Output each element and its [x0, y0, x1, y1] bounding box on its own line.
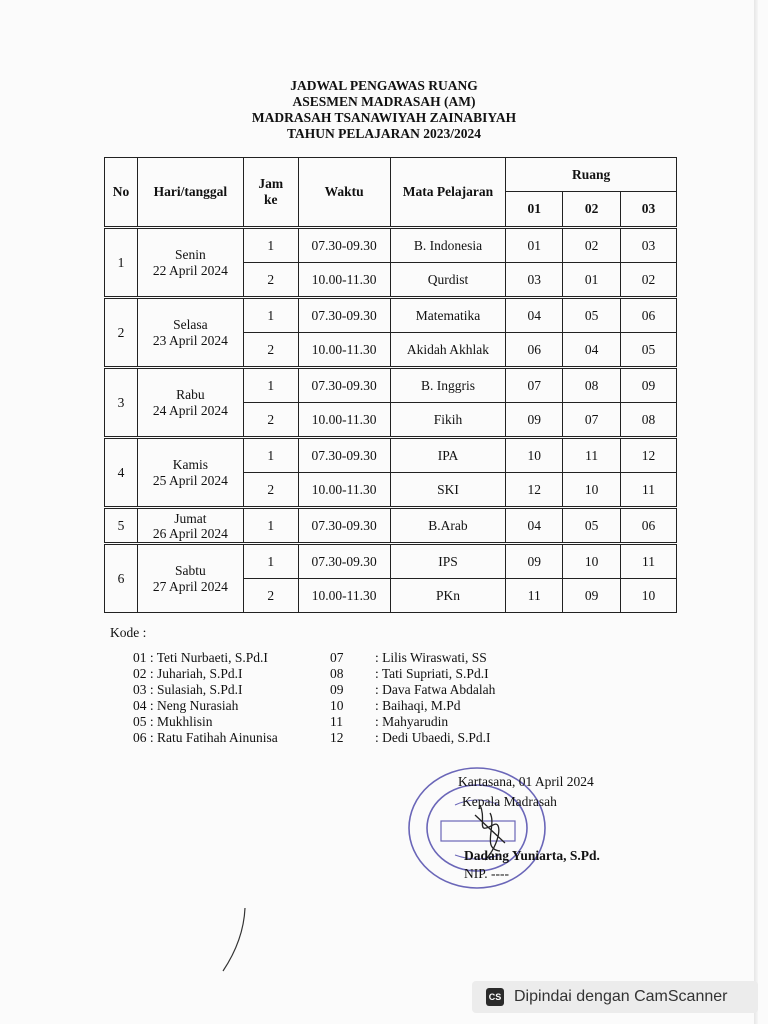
jam-ke: 1: [243, 544, 298, 579]
col-header-jam-line2: ke: [264, 192, 278, 207]
ruang-01: 09: [506, 544, 563, 579]
day-date: [137, 228, 243, 298]
table-row: [105, 228, 677, 263]
legend-code: 09: [330, 682, 344, 697]
header-year: TAHUN PELAJARAN 2023/2024: [286, 126, 481, 141]
mata-pelajaran: IPA: [390, 438, 506, 473]
col-header-no: No: [105, 158, 138, 228]
ruang-02: 07: [563, 403, 621, 438]
waktu: 07.30-09.30: [298, 228, 390, 263]
jam-ke: 2: [243, 579, 298, 613]
table-row: [105, 298, 677, 333]
day-name: Selasa: [173, 316, 208, 332]
legend-name: : Juhariah, S.Pd.I: [149, 666, 243, 681]
schedule-table: [104, 157, 677, 613]
jam-ke: 2: [243, 473, 298, 508]
day-tanggal: 24 April 2024: [152, 402, 228, 418]
ruang-01: 06: [506, 333, 563, 368]
jam-ke: 1: [243, 368, 298, 403]
signature-place-date: Kartasana, 01 April 2024: [458, 774, 594, 789]
legend-name: : Tati Supriati, S.Pd.I: [375, 666, 489, 681]
ruang-02: 10: [563, 544, 621, 579]
signature-name: Dadang Yuniarta, S.Pd.: [464, 848, 600, 863]
ruang-02: 05: [563, 508, 621, 544]
legend-entry-left: [133, 682, 243, 698]
legend-name: : Neng Nurasiah: [149, 698, 239, 713]
legend-name: : Mukhlisin: [149, 714, 213, 729]
mata-pelajaran: B. Inggris: [390, 368, 506, 403]
document-header: [0, 78, 768, 142]
signature-block: [458, 772, 600, 881]
jam-ke: 1: [243, 228, 298, 263]
header-title: JADWAL PENGAWAS RUANG: [290, 78, 478, 93]
legend-name: : Baihaqi, M.Pd: [375, 698, 461, 713]
col-header-ruang-03: 03: [621, 192, 677, 228]
waktu: 07.30-09.30: [298, 298, 390, 333]
camscanner-text: Dipindai dengan CamScanner: [514, 988, 728, 1005]
ruang-03: 12: [621, 438, 677, 473]
col-header-ruang-02: 02: [563, 192, 621, 228]
waktu: 10.00-11.30: [298, 473, 390, 508]
jam-ke: 1: [243, 438, 298, 473]
ruang-03: 10: [621, 579, 677, 613]
mata-pelajaran: Akidah Akhlak: [390, 333, 506, 368]
legend-name: : Sulasiah, S.Pd.I: [149, 682, 243, 697]
ruang-03: 06: [621, 298, 677, 333]
waktu: 07.30-09.30: [298, 544, 390, 579]
day-no: 6: [105, 544, 138, 613]
day-tanggal: 25 April 2024: [152, 472, 228, 488]
legend-name: : Mahyarudin: [375, 714, 449, 729]
mata-pelajaran: Matematika: [390, 298, 506, 333]
legend-code: 12: [330, 730, 344, 745]
ruang-02: 02: [563, 228, 621, 263]
legend-entry-left: [133, 714, 213, 730]
col-header-waktu: Waktu: [298, 158, 390, 228]
mata-pelajaran: B. Indonesia: [390, 228, 506, 263]
ruang-03: 05: [621, 333, 677, 368]
ruang-03: 09: [621, 368, 677, 403]
table-row: [105, 368, 677, 403]
ruang-02: 11: [563, 438, 621, 473]
legend-code: 04: [133, 698, 147, 713]
col-header-ruang: Ruang: [506, 158, 677, 192]
jam-ke: 2: [243, 263, 298, 298]
ruang-02: 01: [563, 263, 621, 298]
ruang-03: 11: [621, 473, 677, 508]
day-date: [137, 368, 243, 438]
ruang-02: 08: [563, 368, 621, 403]
day-no: 4: [105, 438, 138, 508]
ruang-03: 08: [621, 403, 677, 438]
legend-name: : Dava Fatwa Abdalah: [375, 682, 496, 697]
table-row: [105, 438, 677, 473]
legend-entry-left: [133, 730, 278, 746]
waktu: 10.00-11.30: [298, 403, 390, 438]
day-name: Senin: [175, 246, 206, 262]
legend-entry-left: [133, 698, 238, 714]
legend-name: : Dedi Ubaedi, S.Pd.I: [375, 730, 491, 745]
kode-title: Kode :: [110, 625, 147, 640]
legend-code: 10: [330, 698, 344, 713]
day-name: Jumat: [174, 510, 207, 526]
legend-code: 01: [133, 650, 147, 665]
ruang-01: 11: [506, 579, 563, 613]
signature-nip: NIP. ----: [464, 866, 509, 881]
waktu: 07.30-09.30: [298, 508, 390, 544]
table-row: [105, 544, 677, 579]
day-tanggal: 27 April 2024: [152, 578, 228, 594]
day-tanggal: 22 April 2024: [152, 262, 228, 278]
mata-pelajaran: Fikih: [390, 403, 506, 438]
ruang-02: 04: [563, 333, 621, 368]
legend-code: 06: [133, 730, 147, 745]
legend-code: 05: [133, 714, 147, 729]
ruang-01: 04: [506, 298, 563, 333]
legend-code: 11: [330, 714, 343, 729]
jam-ke: 2: [243, 403, 298, 438]
waktu: 10.00-11.30: [298, 579, 390, 613]
day-no: 5: [105, 508, 138, 544]
legend-code: 02: [133, 666, 147, 681]
ruang-01: 07: [506, 368, 563, 403]
legend-name: : Ratu Fatihah Ainunisa: [149, 730, 278, 745]
day-date: [137, 544, 243, 613]
day-no: 2: [105, 298, 138, 368]
ruang-03: 03: [621, 228, 677, 263]
ruang-03: 02: [621, 263, 677, 298]
jam-ke: 1: [243, 298, 298, 333]
day-tanggal: 26 April 2024: [152, 525, 228, 541]
legend-entry-left: [133, 650, 268, 666]
ruang-01: 10: [506, 438, 563, 473]
day-name: Rabu: [176, 386, 205, 402]
legend-name: : Lilis Wiraswati, SS: [375, 650, 487, 665]
waktu: 10.00-11.30: [298, 333, 390, 368]
ruang-01: 01: [506, 228, 563, 263]
pen-stroke-mark: [215, 905, 255, 975]
ruang-02: 10: [563, 473, 621, 508]
jam-ke: 1: [243, 508, 298, 544]
waktu: 07.30-09.30: [298, 368, 390, 403]
day-name: Kamis: [172, 456, 208, 472]
day-date: [137, 438, 243, 508]
legend-code: 08: [330, 666, 344, 681]
ruang-01: 12: [506, 473, 563, 508]
ruang-01: 03: [506, 263, 563, 298]
table-row: [105, 508, 677, 544]
day-name: Sabtu: [175, 562, 206, 578]
camscanner-logo-icon: CS: [486, 988, 504, 1006]
jam-ke: 2: [243, 333, 298, 368]
mata-pelajaran: B.Arab: [390, 508, 506, 544]
mata-pelajaran: Qurdist: [390, 263, 506, 298]
header-subtitle: ASESMEN MADRASAH (AM): [292, 94, 476, 109]
col-header-ruang-01: 01: [506, 192, 563, 228]
waktu: 07.30-09.30: [298, 438, 390, 473]
col-header-hari: Hari/tanggal: [137, 158, 243, 228]
ruang-03: 06: [621, 508, 677, 544]
day-date: [137, 298, 243, 368]
ruang-02: 09: [563, 579, 621, 613]
mata-pelajaran: PKn: [390, 579, 506, 613]
waktu: 10.00-11.30: [298, 263, 390, 298]
legend-code: 07: [330, 650, 344, 665]
col-header-jam-line1: Jam: [258, 176, 284, 191]
header-school: MADRASAH TSANAWIYAH ZAINABIYAH: [251, 110, 517, 125]
col-header-mapel: Mata Pelajaran: [390, 158, 506, 228]
legend-entry-left: [133, 666, 243, 682]
day-tanggal: 23 April 2024: [152, 332, 228, 348]
legend-code: 03: [133, 682, 147, 697]
col-header-jam: [243, 158, 298, 228]
page-edge: [754, 0, 758, 1024]
mata-pelajaran: SKI: [390, 473, 506, 508]
ruang-01: 04: [506, 508, 563, 544]
camscanner-watermark: [472, 981, 758, 1013]
mata-pelajaran: IPS: [390, 544, 506, 579]
signature-position: Kepala Madrasah: [462, 794, 557, 809]
ruang-02: 05: [563, 298, 621, 333]
ruang-01: 09: [506, 403, 563, 438]
legend-name: : Teti Nurbaeti, S.Pd.I: [149, 650, 268, 665]
day-date: [137, 508, 243, 544]
day-no: 1: [105, 228, 138, 298]
ruang-03: 11: [621, 544, 677, 579]
day-no: 3: [105, 368, 138, 438]
